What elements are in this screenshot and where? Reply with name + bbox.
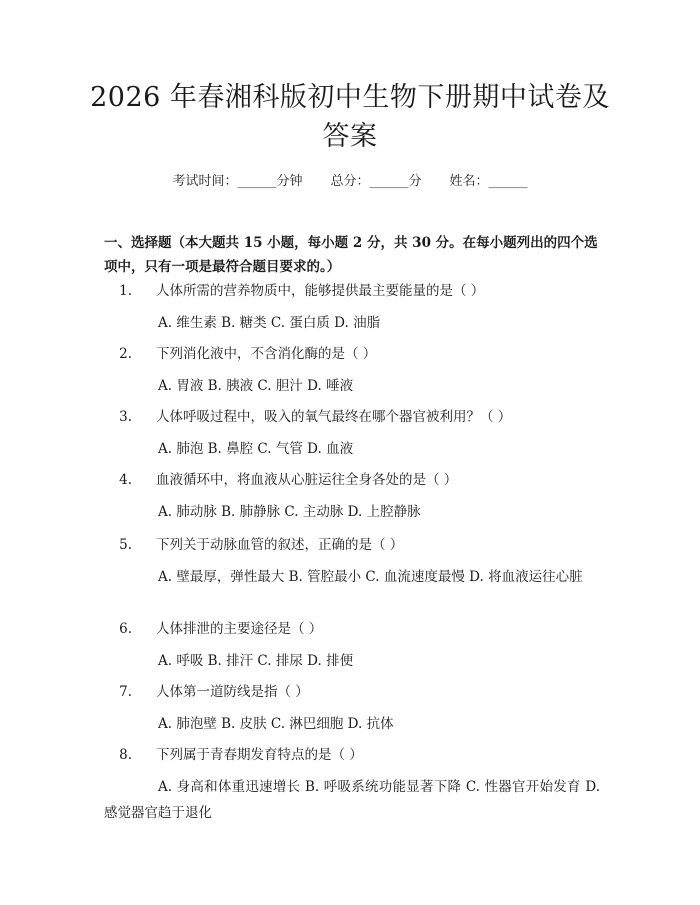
question-stem (104, 682, 600, 702)
question-number: 8. (119, 747, 132, 763)
question-stem (104, 344, 600, 364)
question-options: A. 身高和体重迅速增长 B. 呼吸系统功能显著下降 C. 性器官开始发育 D. 感觉器官趋于退化 (104, 779, 600, 821)
question-options: A. 胃液 B. 胰液 C. 胆汁 D. 唾液 (158, 378, 354, 394)
question-options: A. 肺动脉 B. 肺静脉 C. 主动脉 D. 上腔静脉 (158, 504, 421, 520)
question-number: 6. (119, 621, 132, 637)
total-score-field: 总分：______分 (330, 174, 422, 189)
question-stem (104, 470, 600, 490)
question-options: A. 壁最厚，弹性最大 B. 管腔最小 C. 血流速度最慢 D. 将血液运往心脏 (158, 569, 583, 585)
question-options: A. 维生素 B. 糖类 C. 蛋白质 D. 油脂 (158, 315, 381, 331)
question-stem (104, 281, 600, 301)
question-number: 7. (119, 684, 132, 700)
student-name-field: 姓名：______ (449, 174, 528, 189)
question-stem (104, 407, 600, 427)
question-text: 血液循环中，将血液从心脏运往全身各处的是（ ） (156, 472, 458, 488)
question-number: 4. (119, 472, 132, 488)
section-heading: 一、选择题（本大题共 15 小题，每小题 2 分，共 30 分。在每小题列出的四个选项中，只有一项是最符合题目要求的。） (104, 235, 598, 275)
exam-meta (0, 170, 700, 189)
question-options: A. 肺泡壁 B. 皮肤 C. 淋巴细胞 D. 抗体 (158, 716, 394, 732)
question-stem (104, 619, 600, 639)
question-options: A. 肺泡 B. 鼻腔 C. 气管 D. 血液 (158, 441, 354, 457)
question-options: A. 呼吸 B. 排汗 C. 排尿 D. 排便 (158, 653, 354, 669)
question-text: 下列属于青春期发育特点的是（ ） (156, 747, 363, 763)
exam-time-field: 考试时间：______分钟 (172, 174, 303, 189)
question-text: 人体所需的营养物质中，能够提供最主要能量的是（ ） (156, 283, 485, 299)
question-number: 3. (119, 409, 132, 425)
question-number: 1. (119, 283, 132, 299)
question-text: 人体排泄的主要途径是（ ） (156, 621, 323, 637)
question-text: 人体呼吸过程中，吸入的氧气最终在哪个器官被利用？（ ） (156, 409, 512, 425)
question-text: 人体第一道防线是指（ ） (156, 684, 309, 700)
question-text: 下列关于动脉血管的叙述，正确的是（ ） (156, 537, 404, 553)
question-stem (104, 535, 600, 555)
page-title: 2026 年春湘科版初中生物下册期中试卷及答案 (90, 82, 610, 152)
question-number: 2. (119, 346, 132, 362)
question-stem (104, 745, 600, 765)
question-number: 5. (119, 537, 132, 553)
question-text: 下列消化液中，不含消化酶的是（ ） (156, 346, 377, 362)
